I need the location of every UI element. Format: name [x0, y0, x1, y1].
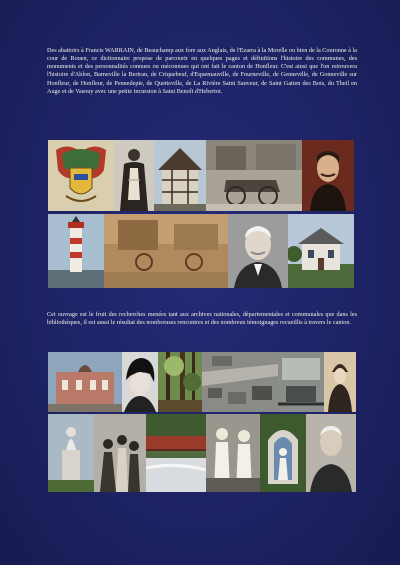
photo-family-group	[94, 414, 146, 492]
photo-aerial-town	[202, 352, 278, 412]
photo-villa	[288, 214, 354, 288]
photo-nurses	[206, 414, 260, 492]
photo-timbered-house	[154, 140, 206, 211]
photo-horse-cart	[206, 140, 302, 211]
photo-mustached-man	[302, 140, 354, 211]
photo-woman-face	[122, 352, 158, 412]
photo-priest	[114, 140, 154, 211]
photo-shrine	[260, 414, 306, 492]
photo-ornate-building	[48, 352, 122, 412]
photo-coat-of-arms	[48, 140, 114, 211]
photo-bearded-man	[306, 414, 356, 492]
photo-lighthouse	[48, 214, 104, 288]
photo-victorian-lady	[324, 352, 356, 412]
photo-bridge-river	[146, 414, 206, 492]
photo-old-man	[228, 214, 288, 288]
second-paragraph: Cet ouvrage est le fruit des recherches menées tant aux archives nationales, départementales et communales que dans les bibliothèques, il est aussi le résultat des nombreuses rencontres et des nombreux témoignages recueillis à travers le canton.	[47, 311, 357, 327]
photo-monument-statue	[48, 414, 94, 492]
photo-forest	[158, 352, 202, 412]
intro-paragraph: Des abattoirs à Francis WARRAIN, de Beauchamp aux fore aux Anglais, de l'Ezarra à la Morelle ou bien de la Couronne à la cour de Rouen, ce dictionnaire propose de parcourir en quelques pages et définitions l'histoire des communes, des monuments et des personnalités connues ou méconnues qui ont fait le canton de Honfleur. C'est ainsi que l'on retrouvera l'histoire d'Ablon, Barneville la Bertran, de Criquebeuf, d'Equemauville, de Fourneville, de Genneville, de Gonneville sur Honfleur, de Honfleur, de Pennedepie, de Quetteville, de La Rivière Saint Sauveur, de Saint Gatien des Bois, du Theil en Auge et de Vasouy avec une petite incursion à Saint Benoît d'Hebertot.	[47, 47, 357, 95]
photo-sepia-street	[104, 214, 228, 288]
photo-interior	[278, 352, 324, 412]
